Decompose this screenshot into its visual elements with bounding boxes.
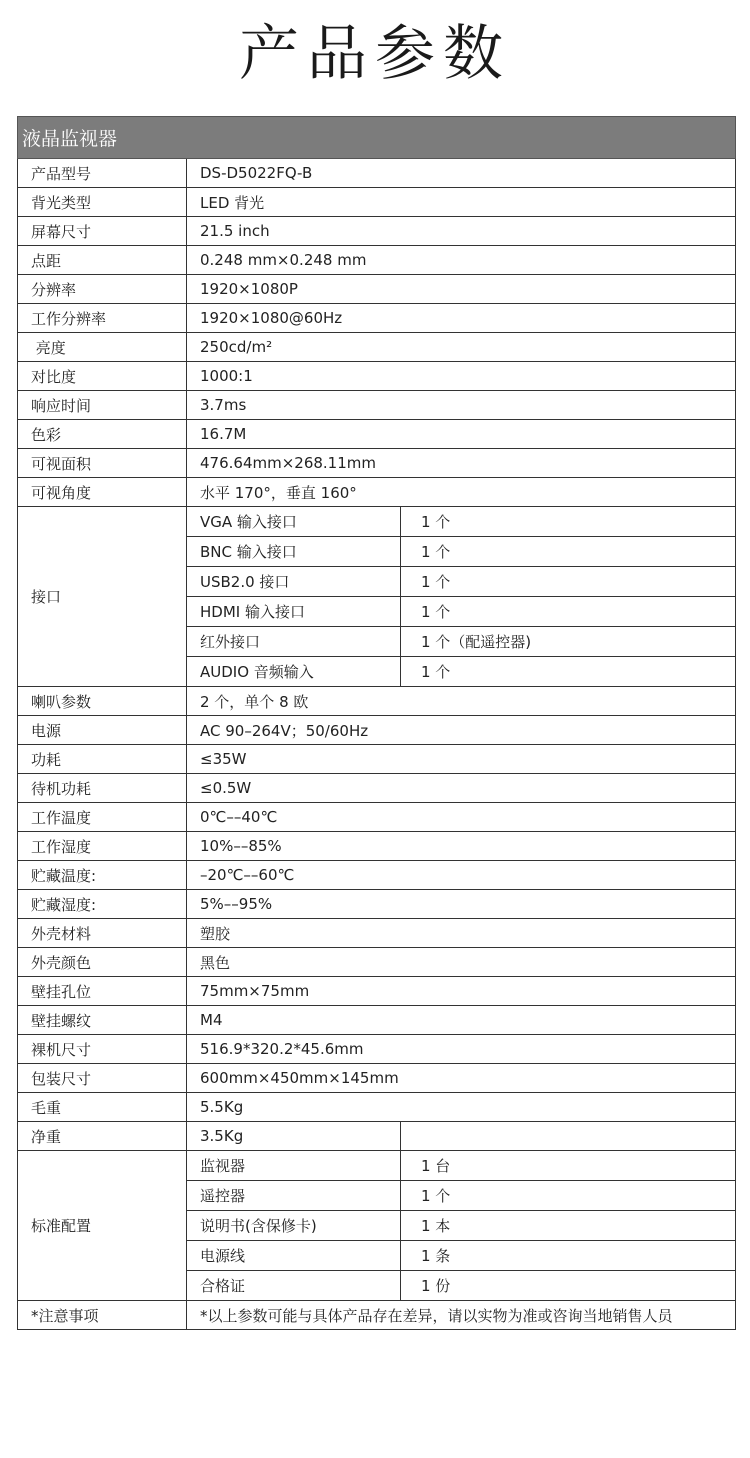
spec-label: 壁挂螺纹: [18, 1006, 187, 1035]
interface-name: BNC 输入接口: [187, 537, 401, 567]
spec-value: M4: [187, 1006, 736, 1035]
spec-value: ≤35W: [187, 745, 736, 774]
spec-label: 点距: [18, 246, 187, 275]
table-row: [18, 832, 736, 861]
spec-value: 0℃––40℃: [187, 803, 736, 832]
interface-row: [18, 507, 736, 537]
table-row: [18, 159, 736, 188]
table-row: [18, 948, 736, 977]
table-row: [18, 420, 736, 449]
spec-label: 对比度: [18, 362, 187, 391]
table-row: [18, 716, 736, 745]
notice-row: [18, 1301, 736, 1330]
config-item: 说明书(含保修卡): [187, 1211, 401, 1241]
interface-name: VGA 输入接口: [187, 507, 401, 537]
config-item: 监视器: [187, 1151, 401, 1181]
config-item: 合格证: [187, 1271, 401, 1301]
spec-label: 背光类型: [18, 188, 187, 217]
spec-label: 贮藏温度:: [18, 861, 187, 890]
net-weight-row: [18, 1122, 736, 1151]
spec-value: AC 90–264V；50/60Hz: [187, 716, 736, 745]
spec-label: 工作温度: [18, 803, 187, 832]
spec-value: 21.5 inch: [187, 217, 736, 246]
spec-value: 516.9*320.2*45.6mm: [187, 1035, 736, 1064]
spec-value: 黑色: [187, 948, 736, 977]
spec-value: –20℃––60℃: [187, 861, 736, 890]
spec-label: 贮藏湿度:: [18, 890, 187, 919]
spec-value: 75mm×75mm: [187, 977, 736, 1006]
table-row: [18, 919, 736, 948]
table-row: [18, 977, 736, 1006]
spec-value: 250cd/m²: [187, 333, 736, 362]
config-label: 标准配置: [18, 1151, 187, 1301]
section-header: 液晶监视器: [18, 117, 736, 159]
spec-label: 工作分辨率: [18, 304, 187, 333]
spec-value: 3.5Kg: [187, 1122, 401, 1151]
interface-name: AUDIO 音频输入: [187, 657, 401, 687]
interface-name: 红外接口: [187, 627, 401, 657]
spec-value: 16.7M: [187, 420, 736, 449]
spec-value: ≤0.5W: [187, 774, 736, 803]
config-qty: 1 个: [401, 1181, 736, 1211]
interface-qty: 1 个: [401, 537, 736, 567]
spec-label: 外壳材料: [18, 919, 187, 948]
spec-label: 净重: [18, 1122, 187, 1151]
spec-label: 包装尺寸: [18, 1064, 187, 1093]
table-row: [18, 861, 736, 890]
empty-cell: [401, 1122, 736, 1151]
interface-qty: 1 个（配遥控器): [401, 627, 736, 657]
spec-label: 色彩: [18, 420, 187, 449]
spec-value: 水平 170°，垂直 160°: [187, 478, 736, 507]
table-row: [18, 745, 736, 774]
spec-label: 待机功耗: [18, 774, 187, 803]
table-row: [18, 275, 736, 304]
spec-label: 电源: [18, 716, 187, 745]
spec-label: 工作湿度: [18, 832, 187, 861]
interface-qty: 1 个: [401, 507, 736, 537]
spec-label: 壁挂孔位: [18, 977, 187, 1006]
interface-name: USB2.0 接口: [187, 567, 401, 597]
spec-label: 裸机尺寸: [18, 1035, 187, 1064]
table-row: [18, 217, 736, 246]
interface-name: HDMI 输入接口: [187, 597, 401, 627]
notice-label: *注意事项: [18, 1301, 187, 1330]
spec-value: 5%––95%: [187, 890, 736, 919]
spec-value: 3.7ms: [187, 391, 736, 420]
table-row: [18, 1006, 736, 1035]
spec-value: LED 背光: [187, 188, 736, 217]
spec-label: 外壳颜色: [18, 948, 187, 977]
spec-value: 600mm×450mm×145mm: [187, 1064, 736, 1093]
table-row: [18, 246, 736, 275]
spec-value: 476.64mm×268.11mm: [187, 449, 736, 478]
spec-label: 毛重: [18, 1093, 187, 1122]
table-row: [18, 803, 736, 832]
spec-label: 亮度: [18, 333, 187, 362]
spec-label: 可视面积: [18, 449, 187, 478]
table-row: [18, 890, 736, 919]
config-item: 遥控器: [187, 1181, 401, 1211]
page-title: 产品参数: [239, 19, 511, 89]
interface-qty: 1 个: [401, 657, 736, 687]
spec-value: DS-D5022FQ-B: [187, 159, 736, 188]
notice-text: *以上参数可能与具体产品存在差异，请以实物为准或咨询当地销售人员: [187, 1301, 736, 1330]
spec-table: [17, 116, 736, 1330]
table-row: [18, 188, 736, 217]
spec-value: 1920×1080P: [187, 275, 736, 304]
config-row: [18, 1151, 736, 1181]
config-qty: 1 台: [401, 1151, 736, 1181]
spec-value: 5.5Kg: [187, 1093, 736, 1122]
config-qty: 1 条: [401, 1241, 736, 1271]
config-qty: 1 份: [401, 1271, 736, 1301]
table-row: [18, 1064, 736, 1093]
spec-label: 功耗: [18, 745, 187, 774]
table-row: [18, 449, 736, 478]
spec-value: 塑胶: [187, 919, 736, 948]
table-row: [18, 687, 736, 716]
table-row: [18, 362, 736, 391]
interface-qty: 1 个: [401, 567, 736, 597]
spec-label: 产品型号: [18, 159, 187, 188]
table-row: [18, 1093, 736, 1122]
interface-label: 接口: [18, 507, 187, 687]
table-row: [18, 478, 736, 507]
table-row: [18, 774, 736, 803]
interface-qty: 1 个: [401, 597, 736, 627]
spec-label: 屏幕尺寸: [18, 217, 187, 246]
spec-label: 响应时间: [18, 391, 187, 420]
section-header-row: [18, 117, 736, 159]
spec-label: 可视角度: [18, 478, 187, 507]
spec-value: 2 个，单个 8 欧: [187, 687, 736, 716]
spec-value: 10%––85%: [187, 832, 736, 861]
spec-value: 1000:1: [187, 362, 736, 391]
table-row: [18, 1035, 736, 1064]
config-qty: 1 本: [401, 1211, 736, 1241]
spec-label: 喇叭参数: [18, 687, 187, 716]
spec-value: 1920×1080@60Hz: [187, 304, 736, 333]
spec-label: 分辨率: [18, 275, 187, 304]
table-row: [18, 304, 736, 333]
spec-value: 0.248 mm×0.248 mm: [187, 246, 736, 275]
table-row: [18, 333, 736, 362]
table-row: [18, 391, 736, 420]
config-item: 电源线: [187, 1241, 401, 1271]
